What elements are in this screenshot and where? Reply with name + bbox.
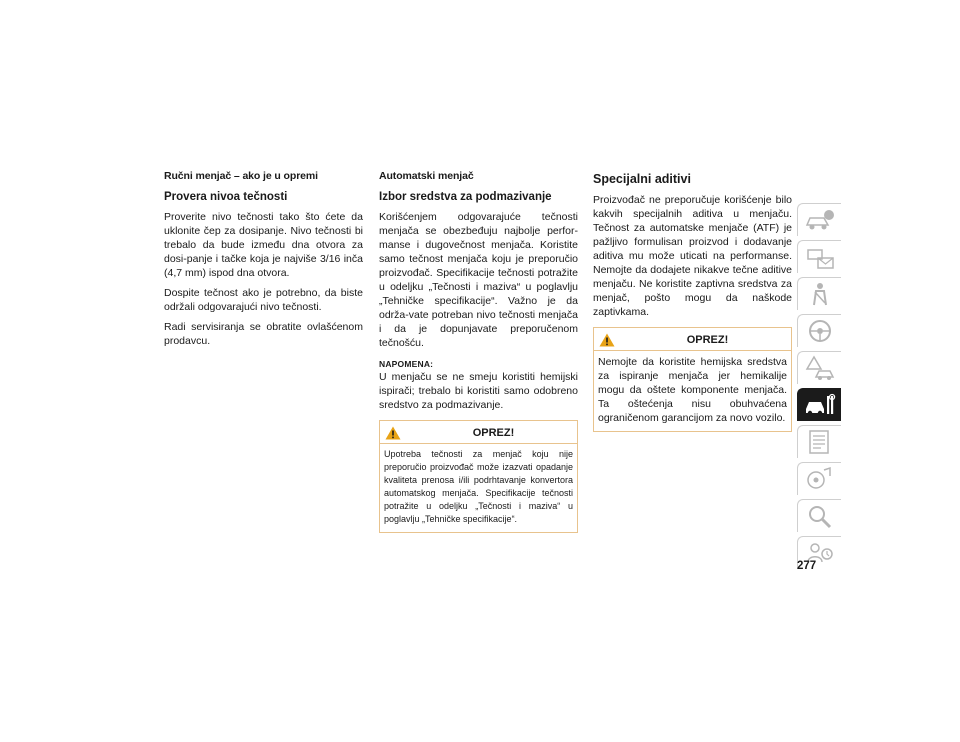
caution-box (593, 327, 792, 432)
caution-divider (380, 443, 577, 444)
chapter-tab-active[interactable] (797, 388, 841, 421)
paragraph: Dospite tečnost ako je potrebno, da biste održali odgovarajući nivo tečnosti. (164, 287, 363, 313)
paragraph: Proverite nivo tečnosti tako što ćete da uklonite čep za dosipanje. Nivo tečnosti bi trebalo da bude između dna otvora za dosi-panje i tačke koja je najviše 3/16 inča (4,7 mm) ispod dna otvora. (164, 211, 363, 279)
chapter-tab[interactable] (797, 240, 841, 273)
caution-title: OPREZ! (686, 334, 729, 346)
steering-wheel-icon (804, 318, 836, 344)
caution-divider (594, 350, 791, 351)
seat-belt-icon (804, 281, 836, 307)
caution-box (379, 420, 578, 533)
note-text: U menjaču se ne smeju koristiti hemijski ispirači; trebalo bi koristiti samo odobreno sredstvo za podmazivanje. (379, 371, 578, 411)
chapter-tab[interactable] (797, 462, 841, 495)
column-manual-transmission (164, 170, 363, 354)
paragraph: Proizvođač ne preporučuje korišćenje bilo kakvih specijalnih aditiva u menjaču. Tečnost za automatske menjače (ATF) je pažljivo formulisan proizvod i dodavanje aditiva mu može uticati na performanse. Nemojte da dodajete nikakve tečne aditive menjaču. Ne koristite zaptivna sredstva za menjač, pošto mogu da naškode zaptivkama. (593, 194, 792, 318)
section-kicker: Ručni menjač – ako je u opremi (164, 170, 318, 182)
caution-text: Nemojte da koristite hemijska sredstva za ispiranje menjača jer hemikalije mogu da oštete komponente menjača. Ta oštećenja nisu obuhvaćena ograničenom garancijom za novo vozilo. (598, 356, 787, 424)
chapter-tab[interactable] (797, 499, 841, 532)
column-automatic-transmission (379, 170, 578, 533)
note-label: NAPOMENA: (379, 359, 434, 369)
caution-title: OPREZ! (472, 427, 515, 439)
section-heading: Provera nivoa tečnosti (164, 191, 288, 203)
chapter-tab[interactable] (797, 203, 841, 236)
index-search-icon (804, 503, 836, 529)
multimedia-icon (804, 466, 836, 492)
warning-car-icon (804, 355, 836, 381)
message-envelope-icon (804, 244, 836, 270)
service-tools-car-icon (804, 392, 836, 418)
caution-text: Upotreba tečnosti za menjač koju nije preporučio proizvođač može izazvati opadanje kvaliteta prenosa i/ili podrhtavanje konvertora automatskog menjača. Specifikacije tečnosti potražite u odeljku „Tečnosti i maziva“ u poglavlju „Tehničke specifikacije“. (384, 449, 573, 524)
car-info-icon (804, 207, 836, 233)
column-special-additives (593, 170, 792, 432)
paragraph: Korišćenjem odgovarajuće tečnosti menjača se obezbeđuju najbolje perfor-manse i dugovečnost menjača. Koristite samo tečnost menjača koju je preporučio proizvođač. Specifikacije tečnosti potražite u odeljku „Tečnosti i maziva“ u poglavlju „Tehničke specifikacije“. Važno je da održa-vate potreban nivo tečnosti menjača i da je dopunjavate preporučenom tečnošću. (379, 211, 578, 349)
chapter-tab[interactable] (797, 351, 841, 384)
specifications-list-icon (804, 429, 836, 455)
page-number: 277 (797, 560, 817, 572)
caution-header (380, 421, 577, 443)
chapter-tabs (797, 203, 841, 573)
chapter-tab[interactable] (797, 277, 841, 310)
chapter-tab[interactable] (797, 425, 841, 458)
section-heading: Specijalni aditivi (593, 172, 691, 186)
paragraph: Radi servisiranja se obratite ovlašćenom prodavcu. (164, 321, 363, 347)
chapter-tab[interactable] (797, 314, 841, 347)
caution-header (594, 328, 791, 350)
section-heading: Izbor sredstva za podmazivanje (379, 191, 552, 203)
section-kicker: Automatski menjač (379, 170, 474, 182)
